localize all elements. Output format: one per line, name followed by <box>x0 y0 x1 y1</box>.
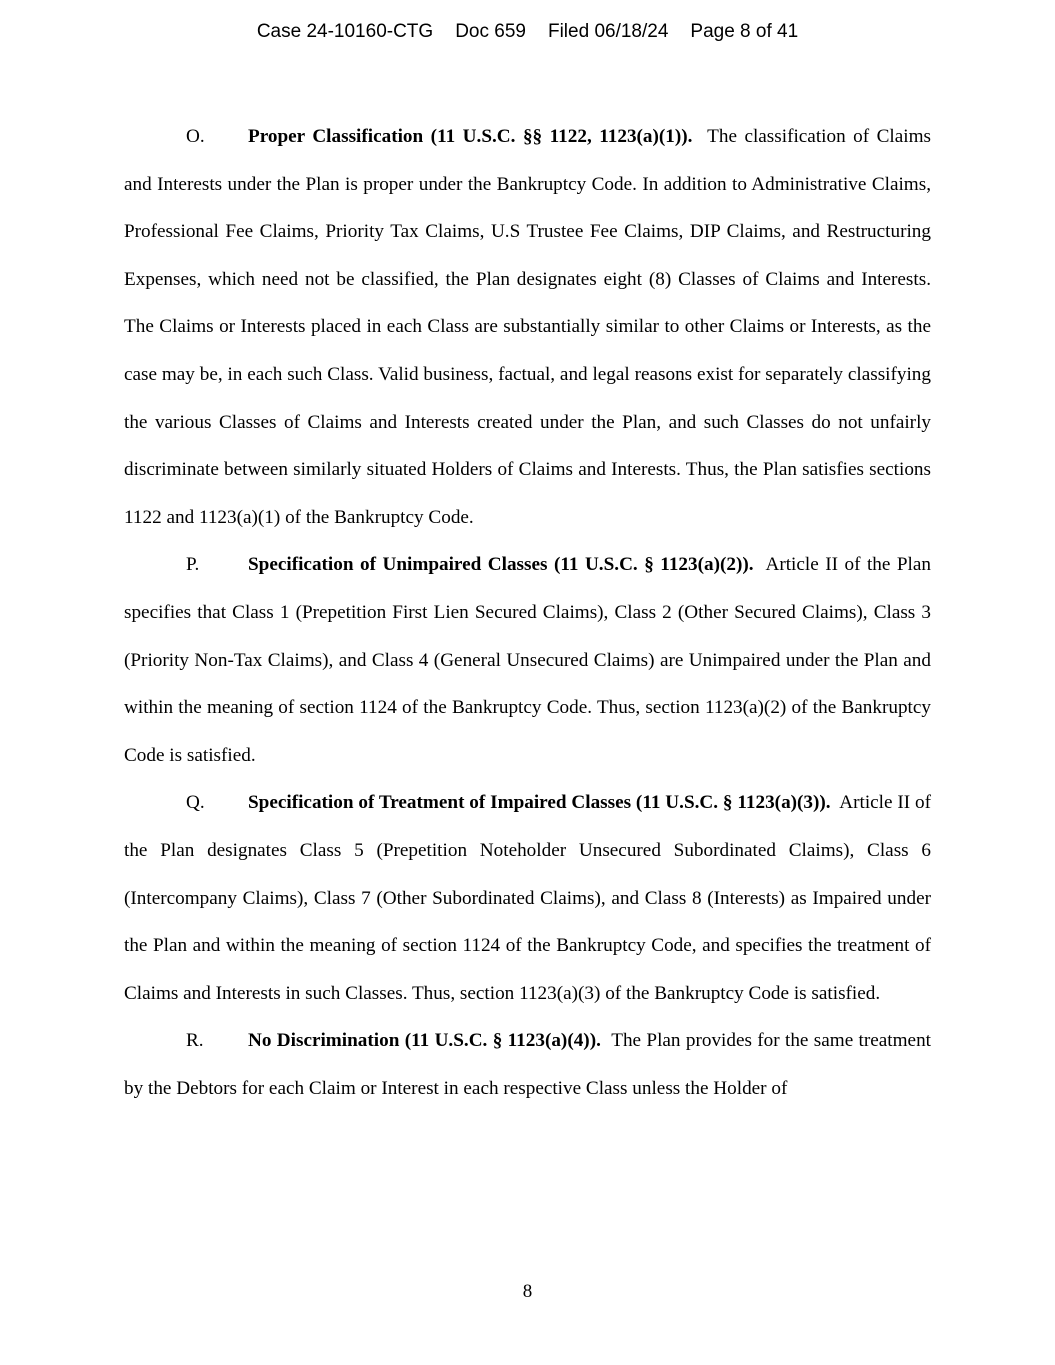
paragraph-text: The classification of Claims and Interests under the Plan is proper under the Bankruptcy Code. In addition to Administrative Claims, Professional Fee Claims, Priority Tax Claims, U.S Trustee Fee Claims, DIP Claims, and Restructuring Expenses, which need not be classified, the Plan designates eight (8) Classes of Claims and Interests. The Claims or Interests placed in each Class are substantially similar to other Claims or Interests, as the case may be, in each such Class. Valid business, factual, and legal reasons exist for separately classifying the various Classes of Claims and Interests created under the Plan, and such Classes do not unfairly discriminate between similarly situated Holders of Claims and Interests. Thus, the Plan satisfies sections 1122 and 1123(a)(1) of the Bankruptcy Code. <box>124 126 932 528</box>
page-of-total: Page 8 of 41 <box>690 21 799 42</box>
case-number: Case 24-10160-CTG <box>256 21 434 42</box>
paragraph-p <box>124 541 931 779</box>
paragraph-r <box>124 1017 931 1112</box>
page-number: 8 <box>522 1281 533 1302</box>
paragraph-o <box>124 113 931 541</box>
paragraph-text: The Plan provides for the same treatment by the Debtors for each Claim or Interest in each respective Class unless the Holder of <box>124 1030 931 1099</box>
paragraph-heading: No Discrimination (11 U.S.C. § 1123(a)(4)). <box>248 1030 601 1052</box>
case-header <box>0 19 1055 45</box>
paragraph-letter: R. <box>186 1030 204 1052</box>
paragraph-heading: Specification of Treatment of Impaired Classes (11 U.S.C. § 1123(a)(3)). <box>248 792 831 814</box>
paragraph-letter: O. <box>186 126 205 147</box>
paragraph-heading: Specification of Unimpaired Classes (11 U.S.C. § 1123(a)(2)). <box>248 554 754 576</box>
filed-date: Filed 06/18/24 <box>547 21 669 42</box>
document-body <box>124 113 931 1112</box>
paragraph-text: Article II of the Plan designates Class 5 (Prepetition Noteholder Unsecured Subordinated Claims), Class 6 (Intercompany Claims), Class 7 (Other Subordinated Claims), and Class 8 (Interests) as Impaired under the Plan and within the meaning of section 1124 of the Bankruptcy Code, and specifies the treatment of Claims and Interests in such Classes. Thus, section 1123(a)(3) of the Bankruptcy Code is satisfied. <box>124 792 931 1004</box>
doc-number: Doc 659 <box>455 21 526 42</box>
paragraph-letter: P. <box>186 554 200 576</box>
paragraph-q <box>124 779 931 1017</box>
paragraph-text: Article II of the Plan specifies that Class 1 (Prepetition First Lien Secured Claims), Class 2 (Other Secured Claims), Class 3 (Priority Non-Tax Claims), and Class 4 (General Unsecured Claims) are Unimpaired under the Plan and within the meaning of section 1124 of the Bankruptcy Code. Thus, section 1123(a)(2) of the Bankruptcy Code is satisfied. <box>124 554 931 766</box>
paragraph-heading: Proper Classification (11 U.S.C. §§ 1122, 1123(a)(1)). <box>248 126 693 147</box>
paragraph-letter: Q. <box>186 792 205 814</box>
